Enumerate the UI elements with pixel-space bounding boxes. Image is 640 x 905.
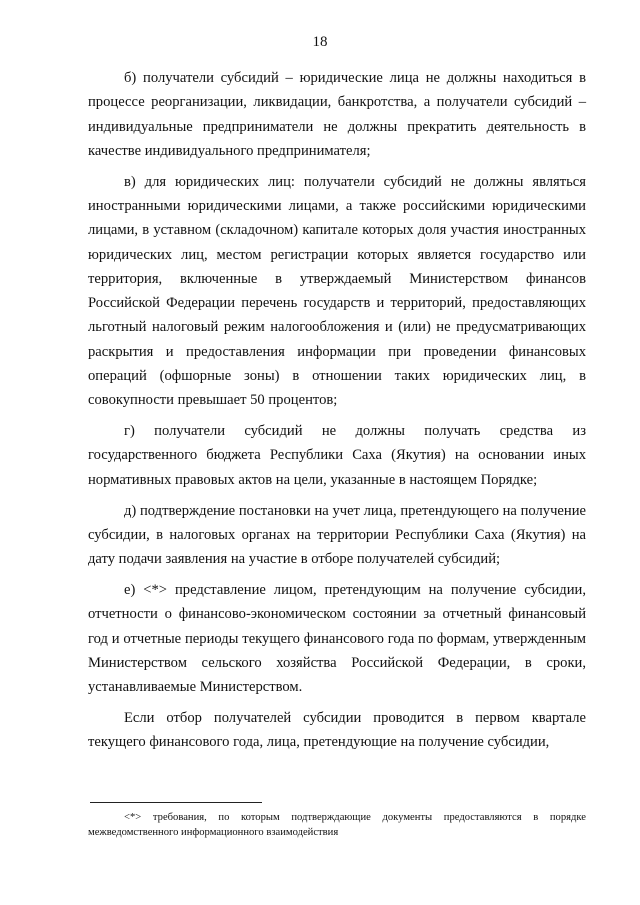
paragraph-selection: Если отбор получателей субсидии проводится в первом квартале текущего финансового года, лица, претендующие на получение субсидии, [88,709,586,751]
paragraph-g: г) получатели субсидий не должны получать средства из государственного бюджета Республики Саха (Якутия) на основании иных нормативных правовых актов на цели, указанные в настоящем Порядке; [88,423,586,488]
paragraph-v: в) для юридических лиц: получатели субсидий не должны являться иностранными юридическими лицами, а также российскими юридическими лицами, в уставном (складочном) капитале которых доля участия иностранных юридических лиц, местом регистрации которых является государство или территория, включенные в утверждаемый Министерством финансов Российской Федерации перечень государств и территорий, предоставляющих льготный налоговый режим налогообложения и (или) не предусматривающих раскрытия и предоставления информации при проведении финансовых операций (офшорные зоны) в отношении таких юридических лиц, в совокупности превышает 50 процентов; [88,173,586,409]
paragraph-b: б) получатели субсидий – юридические лица не должны находиться в процессе реорганизации, ликвидации, банкротства, а получатели субсидий – индивидуальные предприниматели не должны прекратить деятельность в качестве индивидуального предпринимателя; [88,70,586,159]
paragraph-e: е) <*> представление лицом, претендующим на получение субсидии, отчетности о финансово-экономическом состоянии за отчетный финансовый год и отчетные периоды текущего финансового года по формам, утвержденным Министерством сельского хозяйства Российской Федерации, в сроки, устанавливаемые Министерством. [88,581,586,696]
footnote-separator [90,802,262,803]
document-body [88,66,586,761]
page-number: 18 [312,34,328,50]
paragraph-d: д) подтверждение постановки на учет лица, претендующего на получение субсидии, в налоговых органах на территории Республики Саха (Якутия) на дату подачи заявления на участие в отборе получателей субсидий; [88,502,586,568]
footnote: <*> требования, по которым подтверждающие документы предоставляются в порядке межведомственного информационного взаимодействия [88,812,586,838]
